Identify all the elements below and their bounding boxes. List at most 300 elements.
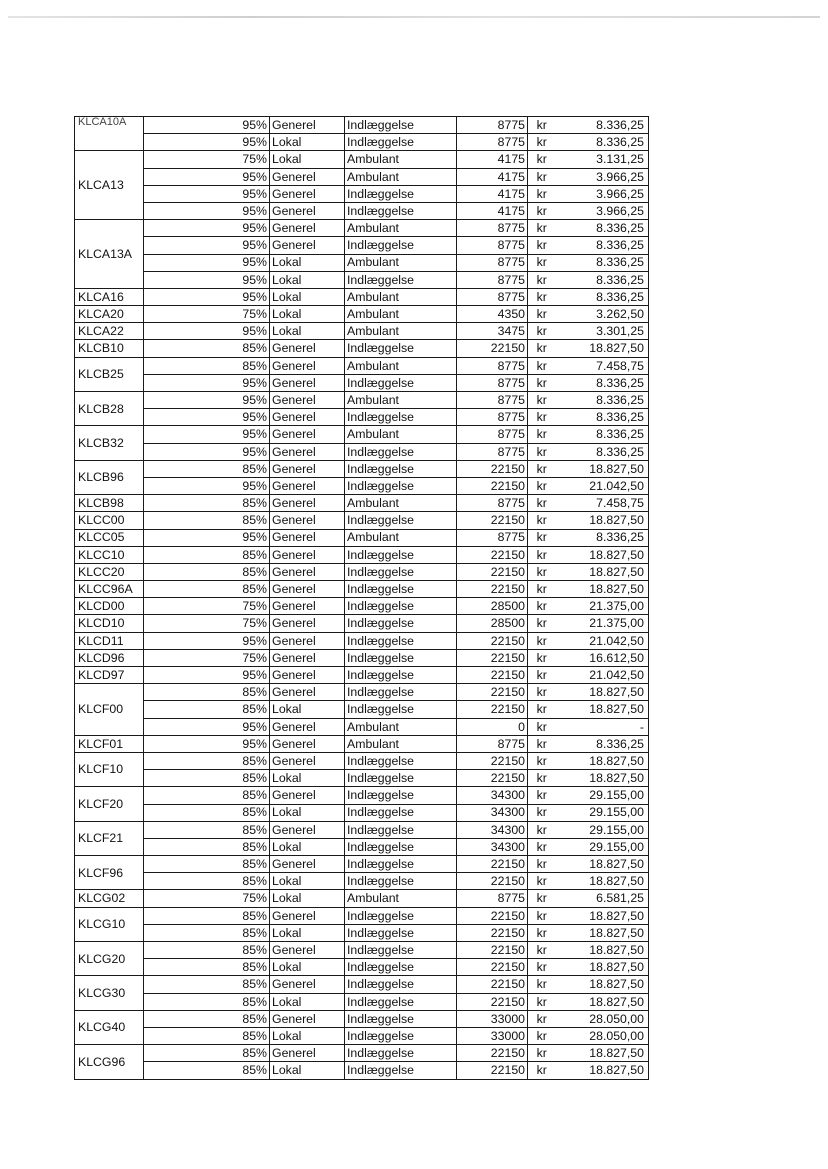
code-cell: KLCG96: [75, 1045, 144, 1079]
visit-type-cell: Indlæggelse: [345, 976, 457, 993]
price-cell: 22150: [457, 770, 528, 787]
code-cell: KLCB98: [75, 495, 144, 512]
scan-edge-line: [8, 16, 820, 18]
price-cell: 22150: [457, 924, 528, 941]
table-row: [75, 185, 649, 202]
currency-cell: kr: [528, 924, 556, 941]
price-table: [74, 116, 649, 1080]
visit-type-cell: Ambulant: [345, 426, 457, 443]
table-row: [75, 357, 649, 374]
price-cell: 4175: [457, 185, 528, 202]
scope-cell: Generel: [270, 220, 345, 237]
percent-cell: 95%: [144, 409, 270, 426]
amount-cell: 8.336,25: [556, 134, 649, 151]
percent-cell: 95%: [144, 718, 270, 735]
visit-type-cell: Indlæggelse: [345, 1062, 457, 1079]
scope-cell: Lokal: [270, 838, 345, 855]
currency-cell: kr: [528, 770, 556, 787]
price-cell: 3475: [457, 323, 528, 340]
scope-cell: Lokal: [270, 890, 345, 907]
code-cell: KLCG40: [75, 1010, 144, 1044]
currency-cell: kr: [528, 460, 556, 477]
currency-cell: kr: [528, 254, 556, 271]
percent-cell: 85%: [144, 460, 270, 477]
currency-cell: kr: [528, 220, 556, 237]
table-row: [75, 409, 649, 426]
table-row: [75, 821, 649, 838]
scope-cell: Generel: [270, 460, 345, 477]
scope-cell: Generel: [270, 821, 345, 838]
visit-type-cell: Indlæggelse: [345, 340, 457, 357]
table-row: [75, 546, 649, 563]
visit-type-cell: Indlæggelse: [345, 821, 457, 838]
amount-cell: 8.336,25: [556, 117, 649, 134]
scope-cell: Lokal: [270, 804, 345, 821]
table-row: [75, 942, 649, 959]
table-row: [75, 959, 649, 976]
price-cell: 8775: [457, 409, 528, 426]
price-cell: 28500: [457, 598, 528, 615]
visit-type-cell: Indlæggelse: [345, 271, 457, 288]
amount-cell: 18.827,50: [556, 976, 649, 993]
price-cell: 22150: [457, 563, 528, 580]
price-cell: 8775: [457, 271, 528, 288]
percent-cell: 95%: [144, 117, 270, 134]
price-cell: 4175: [457, 151, 528, 168]
scope-cell: Generel: [270, 409, 345, 426]
currency-cell: kr: [528, 993, 556, 1010]
scope-cell: Lokal: [270, 959, 345, 976]
table-row: [75, 151, 649, 168]
percent-cell: 85%: [144, 856, 270, 873]
currency-cell: kr: [528, 271, 556, 288]
amount-cell: 28.050,00: [556, 1027, 649, 1044]
percent-cell: 85%: [144, 873, 270, 890]
table-row: [75, 1027, 649, 1044]
percent-cell: 75%: [144, 890, 270, 907]
table-row: [75, 907, 649, 924]
scope-cell: Generel: [270, 856, 345, 873]
table-row: [75, 581, 649, 598]
scope-cell: Generel: [270, 237, 345, 254]
currency-cell: kr: [528, 718, 556, 735]
currency-cell: kr: [528, 581, 556, 598]
scope-cell: Lokal: [270, 271, 345, 288]
amount-cell: 18.827,50: [556, 546, 649, 563]
amount-cell: 8.336,25: [556, 271, 649, 288]
price-cell: 34300: [457, 821, 528, 838]
table-row: [75, 323, 649, 340]
currency-cell: kr: [528, 426, 556, 443]
table-row: [75, 254, 649, 271]
percent-cell: 95%: [144, 667, 270, 684]
visit-type-cell: Ambulant: [345, 220, 457, 237]
amount-cell: -: [556, 718, 649, 735]
currency-cell: kr: [528, 787, 556, 804]
price-cell: 22150: [457, 1045, 528, 1062]
currency-cell: kr: [528, 1010, 556, 1027]
table-row: [75, 856, 649, 873]
amount-cell: 21.042,50: [556, 667, 649, 684]
currency-cell: kr: [528, 907, 556, 924]
code-cell: KLCG02: [75, 890, 144, 907]
scope-cell: Lokal: [270, 151, 345, 168]
percent-cell: 95%: [144, 168, 270, 185]
visit-type-cell: Indlæggelse: [345, 202, 457, 219]
amount-cell: 29.155,00: [556, 838, 649, 855]
visit-type-cell: Ambulant: [345, 168, 457, 185]
amount-cell: 18.827,50: [556, 873, 649, 890]
code-cell: KLCF10: [75, 752, 144, 786]
currency-cell: kr: [528, 632, 556, 649]
code-cell: KLCD97: [75, 667, 144, 684]
amount-cell: 18.827,50: [556, 1062, 649, 1079]
percent-cell: 85%: [144, 701, 270, 718]
scope-cell: Generel: [270, 718, 345, 735]
currency-cell: kr: [528, 1045, 556, 1062]
currency-cell: kr: [528, 1027, 556, 1044]
code-cell: KLCF00: [75, 684, 144, 736]
amount-cell: 8.336,25: [556, 735, 649, 752]
percent-cell: 85%: [144, 1010, 270, 1027]
amount-cell: 18.827,50: [556, 907, 649, 924]
table-row: [75, 667, 649, 684]
amount-cell: 21.042,50: [556, 632, 649, 649]
price-cell: 8775: [457, 529, 528, 546]
currency-cell: kr: [528, 323, 556, 340]
code-cell: KLCB10: [75, 340, 144, 357]
currency-cell: kr: [528, 890, 556, 907]
scope-cell: Generel: [270, 615, 345, 632]
amount-cell: 21.042,50: [556, 477, 649, 494]
amount-cell: 3.301,25: [556, 323, 649, 340]
price-cell: 22150: [457, 460, 528, 477]
price-cell: 8775: [457, 254, 528, 271]
percent-cell: 95%: [144, 443, 270, 460]
visit-type-cell: Ambulant: [345, 890, 457, 907]
visit-type-cell: Indlæggelse: [345, 907, 457, 924]
price-cell: 22150: [457, 546, 528, 563]
visit-type-cell: Indlæggelse: [345, 581, 457, 598]
table-row: [75, 684, 649, 701]
scope-cell: Lokal: [270, 323, 345, 340]
table-row: [75, 993, 649, 1010]
amount-cell: 18.827,50: [556, 752, 649, 769]
price-cell: 34300: [457, 804, 528, 821]
table-row: [75, 340, 649, 357]
currency-cell: kr: [528, 392, 556, 409]
currency-cell: kr: [528, 237, 556, 254]
scope-cell: Generel: [270, 563, 345, 580]
currency-cell: kr: [528, 409, 556, 426]
visit-type-cell: Indlæggelse: [345, 134, 457, 151]
scope-cell: Generel: [270, 477, 345, 494]
currency-cell: kr: [528, 959, 556, 976]
percent-cell: 95%: [144, 529, 270, 546]
percent-cell: 85%: [144, 340, 270, 357]
amount-cell: 18.827,50: [556, 856, 649, 873]
percent-cell: 95%: [144, 185, 270, 202]
amount-cell: 18.827,50: [556, 512, 649, 529]
scope-cell: Lokal: [270, 254, 345, 271]
visit-type-cell: Ambulant: [345, 529, 457, 546]
price-cell: 4175: [457, 168, 528, 185]
amount-cell: 18.827,50: [556, 770, 649, 787]
table-row: [75, 924, 649, 941]
amount-cell: 29.155,00: [556, 804, 649, 821]
price-cell: 22150: [457, 873, 528, 890]
code-cell: KLCB25: [75, 357, 144, 391]
currency-cell: kr: [528, 735, 556, 752]
currency-cell: kr: [528, 306, 556, 323]
price-cell: 22150: [457, 856, 528, 873]
currency-cell: kr: [528, 701, 556, 718]
currency-cell: kr: [528, 185, 556, 202]
price-cell: 34300: [457, 838, 528, 855]
price-cell: 22150: [457, 512, 528, 529]
visit-type-cell: Indlæggelse: [345, 409, 457, 426]
currency-cell: kr: [528, 838, 556, 855]
currency-cell: kr: [528, 804, 556, 821]
price-cell: 22150: [457, 649, 528, 666]
scope-cell: Generel: [270, 598, 345, 615]
scope-cell: Generel: [270, 426, 345, 443]
price-cell: 22150: [457, 632, 528, 649]
table-row: [75, 598, 649, 615]
price-cell: 22150: [457, 477, 528, 494]
percent-cell: 85%: [144, 563, 270, 580]
currency-cell: kr: [528, 357, 556, 374]
currency-cell: kr: [528, 546, 556, 563]
table-row: [75, 374, 649, 391]
price-cell: 8775: [457, 357, 528, 374]
code-cell: KLCD96: [75, 649, 144, 666]
table-row: [75, 615, 649, 632]
amount-cell: 29.155,00: [556, 821, 649, 838]
amount-cell: 6.581,25: [556, 890, 649, 907]
visit-type-cell: Ambulant: [345, 151, 457, 168]
currency-cell: kr: [528, 288, 556, 305]
scope-cell: Lokal: [270, 306, 345, 323]
scope-cell: Generel: [270, 1010, 345, 1027]
code-cell: KLCC00: [75, 512, 144, 529]
currency-cell: kr: [528, 168, 556, 185]
code-cell: KLCC20: [75, 563, 144, 580]
currency-cell: kr: [528, 117, 556, 134]
table-row: [75, 529, 649, 546]
percent-cell: 85%: [144, 804, 270, 821]
currency-cell: kr: [528, 667, 556, 684]
price-cell: 8775: [457, 890, 528, 907]
scope-cell: Generel: [270, 976, 345, 993]
visit-type-cell: Indlæggelse: [345, 856, 457, 873]
amount-cell: 8.336,25: [556, 374, 649, 391]
amount-cell: 21.375,00: [556, 598, 649, 615]
currency-cell: kr: [528, 856, 556, 873]
visit-type-cell: Indlæggelse: [345, 838, 457, 855]
scope-cell: Generel: [270, 942, 345, 959]
table-row: [75, 134, 649, 151]
amount-cell: 8.336,25: [556, 443, 649, 460]
code-cell: KLCF01: [75, 735, 144, 752]
scope-cell: Generel: [270, 512, 345, 529]
code-cell: KLCG10: [75, 907, 144, 941]
code-cell: KLCC96A: [75, 581, 144, 598]
price-cell: 8775: [457, 426, 528, 443]
percent-cell: 85%: [144, 512, 270, 529]
visit-type-cell: Indlæggelse: [345, 1027, 457, 1044]
visit-type-cell: Indlæggelse: [345, 615, 457, 632]
percent-cell: 95%: [144, 288, 270, 305]
amount-cell: 18.827,50: [556, 1045, 649, 1062]
scope-cell: Lokal: [270, 770, 345, 787]
amount-cell: 7.458,75: [556, 495, 649, 512]
amount-cell: 18.827,50: [556, 701, 649, 718]
currency-cell: kr: [528, 684, 556, 701]
visit-type-cell: Indlæggelse: [345, 185, 457, 202]
scope-cell: Generel: [270, 752, 345, 769]
price-cell: 28500: [457, 615, 528, 632]
scope-cell: Lokal: [270, 1062, 345, 1079]
visit-type-cell: Indlæggelse: [345, 443, 457, 460]
table-row: [75, 512, 649, 529]
visit-type-cell: Ambulant: [345, 254, 457, 271]
code-cell: KLCA13A: [75, 220, 144, 289]
amount-cell: 3.131,25: [556, 151, 649, 168]
scope-cell: Lokal: [270, 1027, 345, 1044]
amount-cell: 7.458,75: [556, 357, 649, 374]
scope-cell: Generel: [270, 632, 345, 649]
percent-cell: 85%: [144, 838, 270, 855]
price-cell: 22150: [457, 942, 528, 959]
amount-cell: 8.336,25: [556, 409, 649, 426]
price-cell: 4175: [457, 202, 528, 219]
price-cell: 34300: [457, 787, 528, 804]
percent-cell: 95%: [144, 237, 270, 254]
code-cell: KLCD11: [75, 632, 144, 649]
percent-cell: 85%: [144, 924, 270, 941]
currency-cell: kr: [528, 649, 556, 666]
currency-cell: kr: [528, 374, 556, 391]
price-cell: 22150: [457, 581, 528, 598]
code-cell: KLCC05: [75, 529, 144, 546]
percent-cell: 85%: [144, 976, 270, 993]
price-cell: 8775: [457, 392, 528, 409]
percent-cell: 85%: [144, 546, 270, 563]
table-row: [75, 563, 649, 580]
currency-cell: kr: [528, 942, 556, 959]
table-row: [75, 838, 649, 855]
table-row: [75, 426, 649, 443]
percent-cell: 85%: [144, 770, 270, 787]
price-table-body: [75, 117, 649, 1080]
visit-type-cell: Ambulant: [345, 495, 457, 512]
percent-cell: 95%: [144, 477, 270, 494]
price-cell: 22150: [457, 993, 528, 1010]
scope-cell: Generel: [270, 340, 345, 357]
price-cell: 8775: [457, 134, 528, 151]
percent-cell: 85%: [144, 942, 270, 959]
price-cell: 22150: [457, 684, 528, 701]
price-cell: 33000: [457, 1010, 528, 1027]
visit-type-cell: Indlæggelse: [345, 117, 457, 134]
table-row: [75, 392, 649, 409]
table-row: [75, 306, 649, 323]
percent-cell: 95%: [144, 202, 270, 219]
table-row: [75, 477, 649, 494]
price-cell: 22150: [457, 907, 528, 924]
currency-cell: kr: [528, 873, 556, 890]
scope-cell: Generel: [270, 392, 345, 409]
table-row: [75, 495, 649, 512]
scope-cell: Generel: [270, 529, 345, 546]
scope-cell: Generel: [270, 202, 345, 219]
percent-cell: 85%: [144, 495, 270, 512]
amount-cell: 8.336,25: [556, 220, 649, 237]
code-cell: KLCA16: [75, 288, 144, 305]
price-cell: 22150: [457, 667, 528, 684]
price-cell: 8775: [457, 495, 528, 512]
scope-cell: Lokal: [270, 873, 345, 890]
code-cell: KLCD10: [75, 615, 144, 632]
percent-cell: 85%: [144, 357, 270, 374]
visit-type-cell: Indlæggelse: [345, 959, 457, 976]
amount-cell: 18.827,50: [556, 563, 649, 580]
scope-cell: Lokal: [270, 288, 345, 305]
amount-cell: 3.966,25: [556, 202, 649, 219]
code-cell: KLCF20: [75, 787, 144, 821]
code-cell: KLCA20: [75, 306, 144, 323]
percent-cell: 85%: [144, 1062, 270, 1079]
table-row: [75, 460, 649, 477]
scope-cell: Lokal: [270, 701, 345, 718]
visit-type-cell: Indlæggelse: [345, 598, 457, 615]
table-row: [75, 873, 649, 890]
visit-type-cell: Indlæggelse: [345, 667, 457, 684]
price-cell: 8775: [457, 220, 528, 237]
visit-type-cell: Ambulant: [345, 735, 457, 752]
visit-type-cell: Indlæggelse: [345, 924, 457, 941]
amount-cell: 8.336,25: [556, 237, 649, 254]
price-cell: 22150: [457, 976, 528, 993]
scope-cell: Generel: [270, 357, 345, 374]
scope-cell: Generel: [270, 787, 345, 804]
visit-type-cell: Ambulant: [345, 288, 457, 305]
percent-cell: 95%: [144, 271, 270, 288]
percent-cell: 95%: [144, 735, 270, 752]
price-cell: 22150: [457, 752, 528, 769]
table-row: [75, 890, 649, 907]
scope-cell: Generel: [270, 374, 345, 391]
amount-cell: 8.336,25: [556, 426, 649, 443]
percent-cell: 95%: [144, 323, 270, 340]
visit-type-cell: Indlæggelse: [345, 873, 457, 890]
table-row: [75, 804, 649, 821]
amount-cell: 3.966,25: [556, 168, 649, 185]
visit-type-cell: Indlæggelse: [345, 684, 457, 701]
percent-cell: 75%: [144, 306, 270, 323]
amount-cell: 16.612,50: [556, 649, 649, 666]
code-cell: KLCF21: [75, 821, 144, 855]
scope-cell: Generel: [270, 168, 345, 185]
price-cell: 22150: [457, 701, 528, 718]
visit-type-cell: Indlæggelse: [345, 993, 457, 1010]
amount-cell: 8.336,25: [556, 529, 649, 546]
currency-cell: kr: [528, 1062, 556, 1079]
visit-type-cell: Indlæggelse: [345, 632, 457, 649]
currency-cell: kr: [528, 563, 556, 580]
table-row: [75, 976, 649, 993]
